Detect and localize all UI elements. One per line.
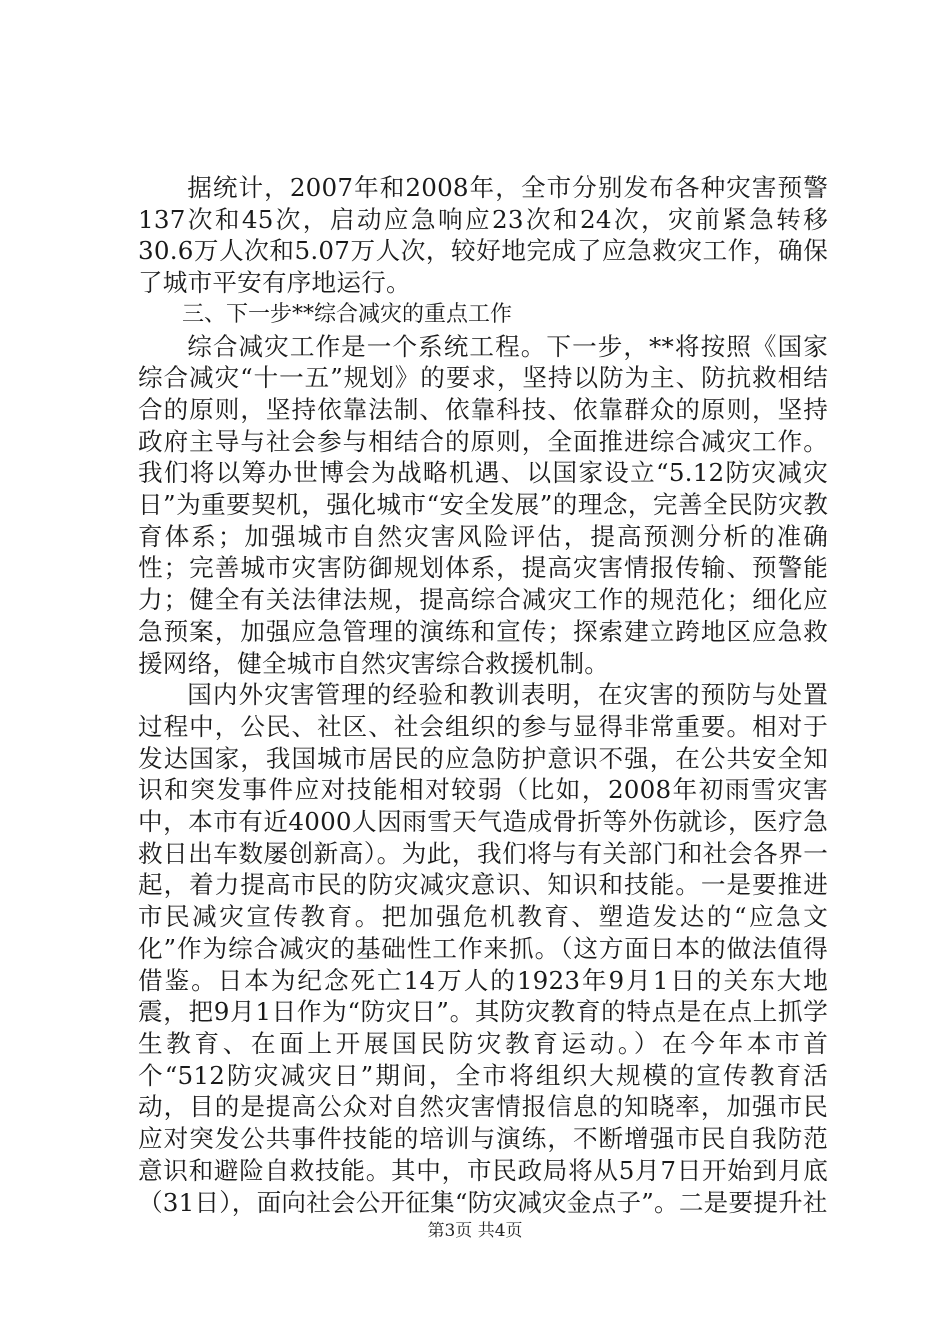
document-body <box>138 172 828 1218</box>
paragraph-public-participation: 国内外灾害管理的经验和教训表明，在灾害的预防与处置过程中，公民、社区、社会组织的参与显得非常重要。相对于发达国家，我国城市居民的应急防护意识不强，在公共安全知识和突发事件应对技能相对较弱（比如，2008年初雨雪灾害中，本市有近4000人因雨雪天气造成骨折等外伤就诊，医疗急救日出车数屡创新高）。为此，我们将与有关部门和社会各界一起，着力提高市民的防灾减灾意识、知识和技能。一是要推进市民减灾宣传教育。把加强危机教育、塑造发达的“应急文化”作为综合减灾的基础性工作来抓。（这方面日本的做法值得借鉴。日本为纪念死亡14万人的1923年9月1日的关东大地震，把9月1日作为“防灾日”。其防灾教育的特点是在点上抓学生教育、在面上开展国民防灾教育运动。）在今年本市首个“512防灾减灾日”期间，全市将组织大规模的宣传教育活动，目的是提高公众对自然灾害情报信息的知晓率，加强市民应对突发公共事件技能的培训与演练，不断增强市民自我防范意识和避险自救技能。其中，市民政局将从5月7日开始到月底（31日），面向社会公开征集“防灾减灾金点子”。二是要提升社 <box>138 680 828 1217</box>
paragraph-comprehensive-reduction: 综合减灾工作是一个系统工程。下一步，**将按照《国家综合减灾“十一五”规划》的要求，坚持以防为主、防抗救相结合的原则，坚持依靠法制、依靠科技、依靠群众的原则，坚持政府主导与社会参与相结合的原则，全面推进综合减灾工作。我们将以筹办世博会为战略机遇、以国家设立“5.12防灾减灾日”为重要契机，强化城市“安全发展”的理念，完善全民防灾教育体系；加强城市自然灾害风险评估，提高预测分析的准确性；完善城市灾害防御规划体系，提高灾害情报传输、预警能力；健全有关法律法规，提高综合减灾工作的规范化；细化应急预案，加强应急管理的演练和宣传；探索建立跨地区应急救援网络，健全城市自然灾害综合救援机制。 <box>138 331 828 678</box>
page-number-footer: 第3页 共4页 <box>427 1221 523 1241</box>
paragraph-statistics: 据统计，2007年和2008年，全市分别发布各种灾害预警137次和45次，启动应急响应23次和24次，灾前紧急转移30.6万人次和5.07万人次，较好地完成了应急救灾工作，确保了城市平安有序地运行。 <box>138 173 828 298</box>
section-heading: 三、下一步**综合减灾的重点工作 <box>182 301 513 327</box>
